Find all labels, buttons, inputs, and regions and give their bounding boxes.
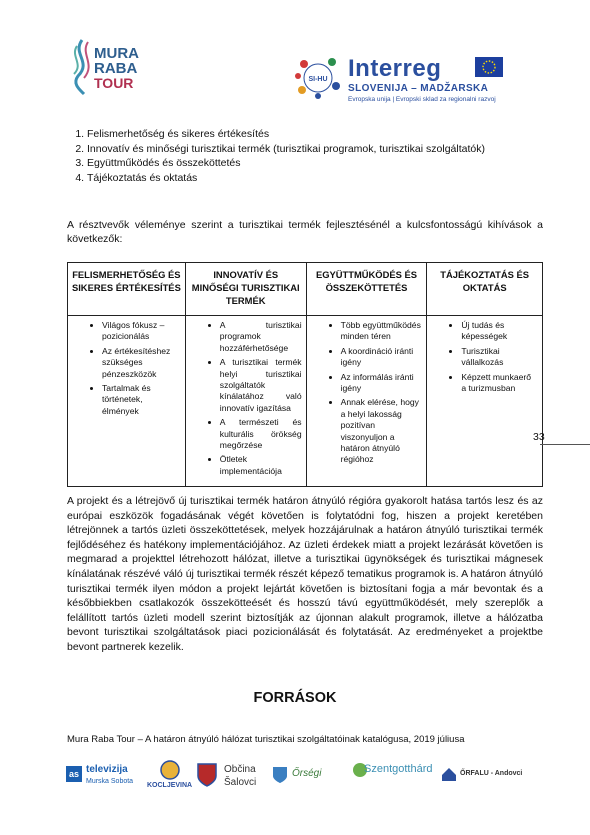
orsegi-logo xyxy=(272,760,344,804)
logo-subtext: Šalovci xyxy=(224,777,257,788)
page-number-rule xyxy=(540,444,590,445)
interreg-tagline: Evropska unija | Evropski sklad za regionalni razvoj xyxy=(348,96,496,103)
shield-icon xyxy=(272,766,288,784)
list-item: 2. Innovatív és minőségi turisztikai termék (turisztikai programok, turisztikai szolgáltatók) xyxy=(87,142,547,157)
table-bullet: • A turisztikai termék helyi turisztikai szolgáltatók kínálatához való innovatív igazítása xyxy=(220,357,302,414)
table-bullet: • Tartalmak és történetek, élmények xyxy=(102,383,181,417)
table-cell xyxy=(427,316,543,487)
table-header: TÁJÉKOZTATÁS ÉS OKTATÁS xyxy=(427,263,543,316)
logo-text: KOCLJEVINA xyxy=(147,782,193,789)
intro-paragraph: A résztvevők véleménye szerint a turisztikai termék fejlesztésénél a kulcsfontosságú kihívások a következők: xyxy=(67,219,543,245)
interreg-word: Interreg xyxy=(348,55,442,82)
logo-subtext: Murska Sobota xyxy=(86,778,134,785)
challenges-table xyxy=(67,262,543,487)
table-bullet: • A turisztikai programok hozzáférhetősége xyxy=(220,320,302,354)
logo-line-3: TOUR xyxy=(94,75,134,91)
table-bullet: • Ötletek implementációja xyxy=(220,454,302,477)
crest-logo xyxy=(196,760,220,804)
list-item: 4. Tájékoztatás és oktatás xyxy=(87,171,547,186)
interreg-subtitle: SLOVENIJA – MADŽARSKA xyxy=(348,83,489,94)
table-cell xyxy=(306,316,427,487)
logo-line-1: MURA xyxy=(94,45,139,62)
table-header: INNOVATÍV ÉS MINŐSÉGI TURISZTIKAI TERMÉK xyxy=(185,263,306,316)
orfalu-andovci-logo xyxy=(440,760,530,804)
network-icon xyxy=(292,52,344,104)
list-item: 1. Felismerhetőség és sikeres értékesítés xyxy=(87,127,547,142)
logo-text: Őrségi xyxy=(292,768,322,779)
mura-raba-tour-logo xyxy=(68,36,148,96)
source-citation: Mura Raba Tour – A határon átnyúló hálózat turisztikai szolgáltatóinak katalógusa, 2019 júliusa xyxy=(67,734,465,745)
table-header: EGYÜTTMŰKÖDÉS ÉS ÖSSZEKÖTTETÉS xyxy=(306,263,427,316)
logo-text: televizija xyxy=(86,764,128,775)
table-bullet: • Turisztikai vállalkozás xyxy=(461,346,538,369)
table-cell xyxy=(68,316,186,487)
table-bullet: • A koordináció iránti igény xyxy=(341,346,423,369)
logo-text: ŐRFALU - Andovci xyxy=(460,770,523,777)
village-icon xyxy=(440,765,458,783)
tv-icon: as xyxy=(66,766,82,782)
table-bullet: • A természeti és kulturális örökség megőrzése xyxy=(220,417,302,451)
table-bullet: • Több együttműködés minden téren xyxy=(341,320,423,343)
table-bullet: • Annak elérése, hogy a helyi lakosság pozitívan viszonyuljon a határon átnyúló régióhoz xyxy=(341,397,423,465)
logo-text: Szentgotthárd xyxy=(364,763,433,775)
eu-flag-icon xyxy=(475,57,503,77)
table-bullet: • Világos fókusz – pozicionálás xyxy=(102,320,181,343)
list-item: 3. Együttműködés és összeköttetés xyxy=(87,156,547,171)
obcina-salovci-logo xyxy=(224,760,266,804)
sources-heading: FORRÁSOK xyxy=(253,690,337,706)
kocljevina-logo xyxy=(147,760,193,804)
szentgotthard-logo xyxy=(352,760,436,804)
televizija-logo xyxy=(66,760,136,804)
table-bullet: • Új tudás és képességek xyxy=(461,320,538,343)
challenge-list xyxy=(67,127,547,185)
main-paragraph: A projekt és a létrejövő új turisztikai termék határon átnyúló régióra gyakorolt hatása tartós lesz és az európai eszközök fogadásának végét követően is folytatódni fog, hiszen a projekt keretében létrejönnek a tartós üzleti összeköttetések, melyek hozzájárulnak a határon átnyúló turisztikai termék fejlődéséhez és hatékony implementációjához. Az üzleti érdekek miatt a projekt lezárását követően is megmarad a projekttel létrehozott hálózat, illetve a turisztikai ügynökségek és turisztikai mágnesek kínálatának részévé váló új turisztikai termék részét képező tematikus programok is. A határon átnyúló turisztikai termék ilyen módon a projekt lejártát követően is biztosítani fogja a már bevontak és a későbbiekben csatlakozók összekötteését és hosszú távú együttműködését, mely szereplők a felállított tartós üzleti modell szerint biztosítják az újonnan alakult programok, illetve a hálózatba bevont turisztikai szolgáltatások piaci pozicionálását és folytatását. Az eredményeket a projektbe bevont partnerek kezelik. xyxy=(67,495,543,653)
interreg-logo xyxy=(292,52,512,112)
table-cell xyxy=(185,316,306,487)
badge-label: SI-HU xyxy=(308,76,328,83)
page-number: 33 xyxy=(533,431,545,443)
table-bullet: • Az informálás iránti igény xyxy=(341,372,423,395)
emblem-icon xyxy=(159,760,181,780)
table-bullet: • Képzett munkaerő a turizmusban xyxy=(461,372,538,395)
logo-text: Občina xyxy=(224,764,256,775)
table-header: FELISMERHETŐSÉG ÉS SIKERES ÉRTÉKESÍTÉS xyxy=(68,263,186,316)
table-bullet: • Az értékesítéshez szükséges pénzeszközök xyxy=(102,346,181,380)
coat-of-arms-icon xyxy=(196,762,218,788)
logo-line-2: RABA xyxy=(94,60,138,77)
